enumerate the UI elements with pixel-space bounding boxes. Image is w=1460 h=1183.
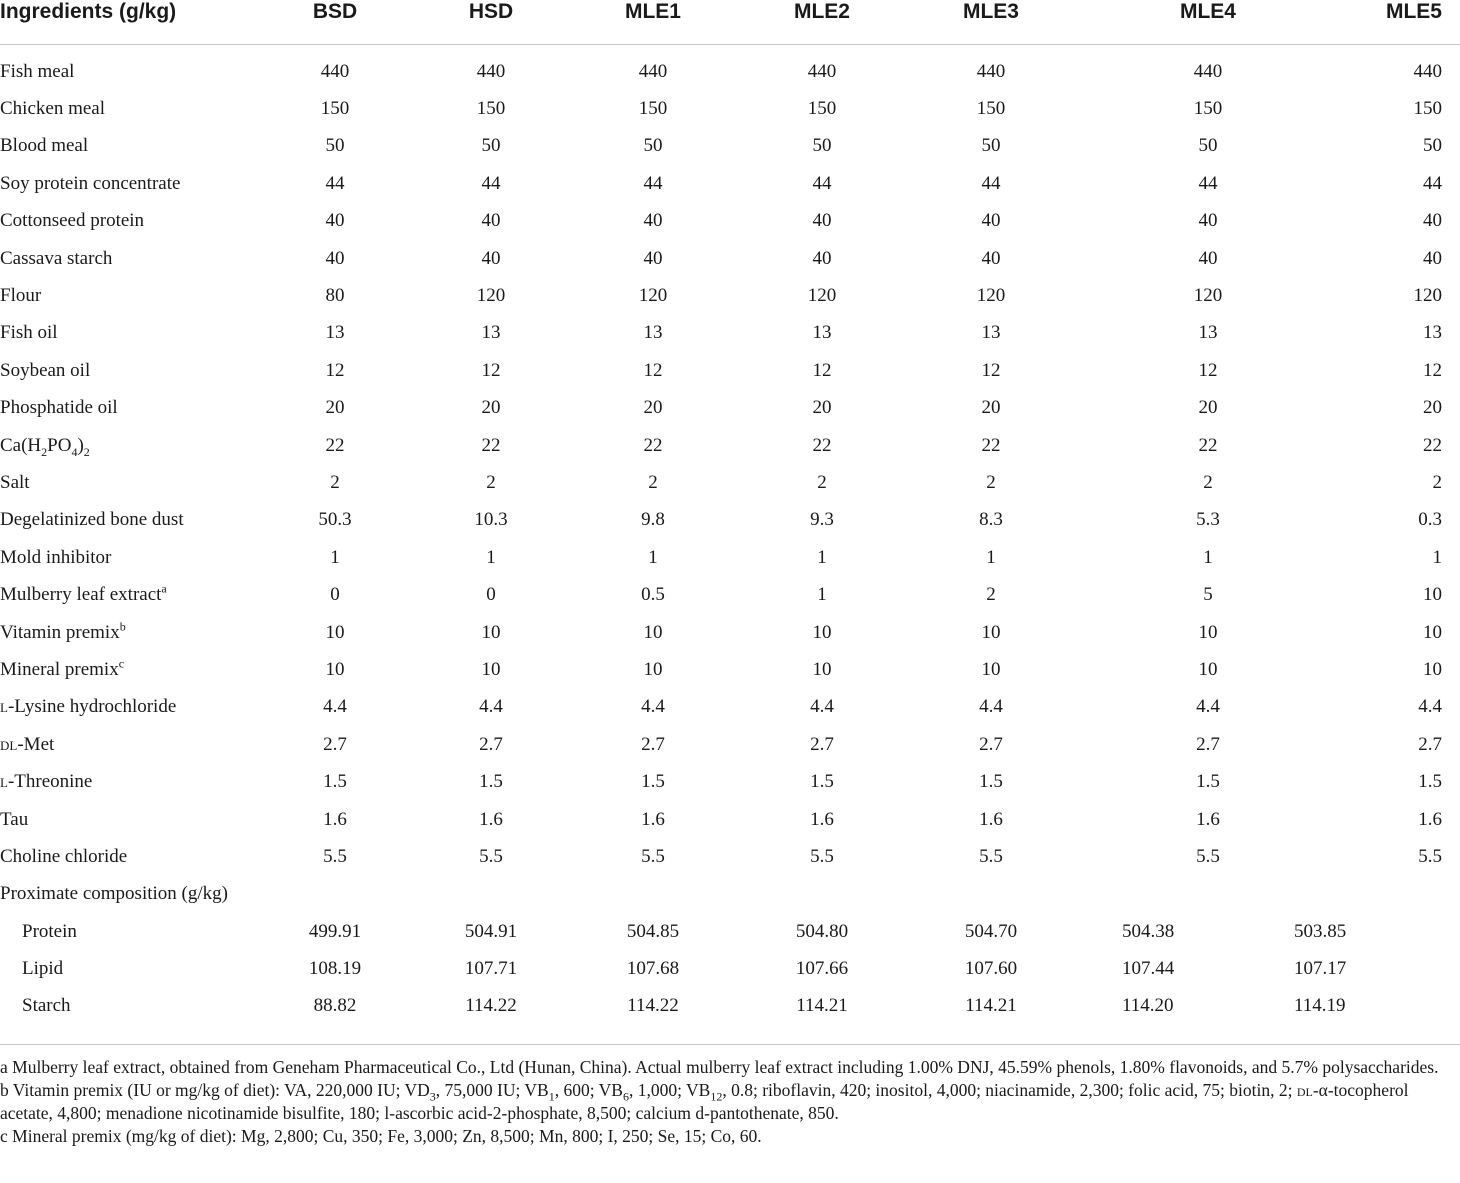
table-cell: 5.5 (1418, 845, 1442, 867)
table-cell: 20 (812, 397, 832, 419)
table-cell: 12 (981, 359, 1001, 381)
ingredient-label (0, 240, 250, 277)
table-cell: 10 (481, 658, 501, 680)
ingredient-label-text: -Threonine (7, 771, 93, 793)
table-cell: 40 (481, 210, 501, 232)
ingredient-label-text: Mold inhibitor (0, 546, 112, 568)
table-cell: 40 (325, 210, 345, 232)
table-cell: 5.5 (323, 845, 347, 867)
footnote-marker: b (119, 619, 126, 634)
table-row (0, 576, 1460, 613)
table-cell: 13 (1423, 322, 1442, 344)
footnote-b-part: dl (1296, 1080, 1313, 1100)
ingredient-label (0, 763, 250, 800)
table-cell: 1 (486, 546, 496, 568)
table-cell: 10 (981, 621, 1001, 643)
column-header-mle2: MLE2 (793, 0, 850, 23)
table-cell: 2 (986, 471, 996, 493)
table-row (0, 165, 1460, 202)
table-cell: 150 (476, 98, 506, 120)
table-cell: 2.7 (1418, 733, 1442, 755)
table-cell: 2 (648, 471, 658, 493)
ingredient-label-text: Mineral premix (0, 658, 119, 680)
ingredient-label-text: Tau (0, 808, 29, 830)
table-cell: 114.22 (627, 995, 679, 1017)
ingredient-label (0, 45, 250, 91)
table-cell: 2 (330, 471, 340, 493)
table-cell: 10 (1423, 658, 1442, 680)
table-cell: 50 (812, 135, 832, 157)
table-cell: 114.21 (965, 995, 1017, 1017)
table-cell: 150 (320, 98, 350, 120)
table-cell: 150 (638, 98, 668, 120)
table-cell: 440 (807, 60, 837, 82)
table-cell: 440 (320, 60, 350, 82)
table-cell: 40 (643, 247, 663, 269)
ingredient-label (0, 838, 250, 875)
ingredient-label (0, 352, 250, 389)
table-cell: 0.5 (641, 584, 665, 606)
table-cell: 114.20 (1122, 995, 1174, 1017)
table-cell: 5.5 (979, 845, 1003, 867)
ingredient-label-part: Ca(H (0, 434, 42, 456)
ingredient-label (0, 427, 250, 464)
footnote-b-part: , 1,000; VB (628, 1080, 711, 1100)
table-cell: 50 (1198, 135, 1218, 157)
table-body (0, 45, 1460, 1026)
table-cell: 22 (481, 434, 501, 456)
table-cell: 2.7 (979, 733, 1003, 755)
table-cell: 1.5 (979, 771, 1003, 793)
footnote-b (0, 1079, 1455, 1125)
ingredient-label (0, 651, 250, 688)
ingredient-label-text: Fish meal (0, 60, 75, 82)
table-cell: 10 (1198, 658, 1218, 680)
table-cell: 2 (1203, 471, 1213, 493)
table-cell: 4.4 (1418, 696, 1442, 718)
table-cell: 0.3 (1418, 509, 1442, 531)
column-header-mle4: MLE4 (1179, 0, 1236, 23)
table-cell: 9.3 (810, 509, 834, 531)
table-cell: 120 (638, 285, 668, 307)
table-bottom-rule (0, 1044, 1460, 1045)
table-cell: 40 (481, 247, 501, 269)
table-cell: 10 (643, 658, 663, 680)
ingredient-label-text: Phosphatide oil (0, 397, 118, 419)
ingredient-label-text: Soy protein concentrate (0, 172, 181, 194)
table-row (0, 689, 1460, 726)
table-cell: 1.6 (641, 808, 665, 830)
ingredient-label (0, 689, 250, 726)
table-row (0, 988, 1460, 1025)
table-cell: 2 (817, 471, 827, 493)
table-cell: 22 (981, 434, 1001, 456)
table-cell: 4.4 (810, 696, 834, 718)
table-cell: 2.7 (479, 733, 503, 755)
table-cell: 114.19 (1294, 995, 1346, 1017)
ingredient-label-text: Chicken meal (0, 98, 105, 120)
table-cell: 1.6 (1418, 808, 1442, 830)
footnote-a: a Mulberry leaf extract, obtained from Geneham Pharmaceutical Co., Ltd (Hunan, China). Actual mulberry leaf extract including 1.00% DNJ, 45.59% phenols, 1.80% flavonoids, and 5.7% polysaccharides. (0, 1057, 1439, 1077)
table-row (0, 352, 1460, 389)
ingredient-label (0, 203, 250, 240)
table-cell: 44 (481, 172, 501, 194)
table-cell: 4.4 (323, 696, 347, 718)
table-cell: 107.71 (464, 958, 518, 980)
ingredient-label-text: Vitamin premix (0, 621, 120, 643)
table-cell: 50 (643, 135, 663, 157)
table-cell: 22 (812, 434, 832, 456)
table-cell: 20 (1198, 397, 1218, 419)
ingredient-label-text: Cottonseed protein (0, 210, 145, 232)
table-cell: 1 (1203, 546, 1213, 568)
table-cell: 1.6 (479, 808, 503, 830)
footnote-b-part: 6 (622, 1089, 629, 1104)
ingredient-label (0, 464, 250, 501)
table-row (0, 427, 1460, 464)
proximate-label: Protein (22, 920, 77, 942)
ingredient-label-prefix: l (0, 771, 8, 793)
table-cell: 44 (981, 172, 1001, 194)
table-cell: 0 (330, 584, 340, 606)
table-cell: 10 (1198, 621, 1218, 643)
table-cell: 114.22 (465, 995, 517, 1017)
table-cell: 20 (981, 397, 1001, 419)
table-cell: 504.85 (626, 920, 680, 942)
table-cell: 5.3 (1196, 509, 1220, 531)
table-cell: 10 (643, 621, 663, 643)
ingredient-label (0, 90, 250, 127)
table-cell: 12 (1198, 359, 1218, 381)
ingredient-label-text: -Lysine hydrochloride (7, 696, 177, 718)
table-cell: 120 (1413, 285, 1442, 307)
table-cell: 4.4 (1196, 696, 1220, 718)
table-row (0, 502, 1460, 539)
table-row (0, 651, 1460, 688)
table-cell: 504.70 (964, 920, 1018, 942)
table-cell: 2 (486, 471, 496, 493)
table-cell: 1.6 (323, 808, 347, 830)
table-row (0, 315, 1460, 352)
table-cell: 5.5 (479, 845, 503, 867)
table-cell: 22 (1423, 434, 1442, 456)
table-cell: 50 (1423, 135, 1442, 157)
table-cell: 44 (1198, 172, 1218, 194)
table-cell: 2 (1432, 471, 1442, 493)
ingredient-label-text: Salt (0, 471, 30, 493)
column-header-bsd: BSD (312, 0, 358, 23)
table-cell: 20 (325, 397, 345, 419)
table-cell: 1.5 (641, 771, 665, 793)
table-row (0, 614, 1460, 651)
table-cell: 120 (807, 285, 837, 307)
table-cell: 107.17 (1294, 958, 1347, 980)
table-cell: 504.38 (1122, 920, 1175, 942)
table-cell: 0 (486, 584, 496, 606)
table-cell: 499.91 (308, 920, 362, 942)
table-cell: 1.6 (979, 808, 1003, 830)
ingredient-label (0, 614, 250, 651)
table-cell: 10 (812, 621, 832, 643)
ingredient-label-text: Mulberry leaf extract (0, 584, 162, 606)
table-row (0, 45, 1460, 91)
table-cell: 40 (1423, 247, 1442, 269)
table-header (0, 0, 1460, 45)
table-cell: 40 (1198, 247, 1218, 269)
table-cell: 2 (986, 584, 996, 606)
table-cell: 5.5 (1196, 845, 1220, 867)
footnote-b-part: , 75,000 IU; VB (435, 1080, 549, 1100)
table-cell: 10 (1423, 621, 1442, 643)
ingredient-label-text: Cassava starch (0, 247, 113, 269)
table-cell: 5.5 (641, 845, 665, 867)
table-cell: 120 (476, 285, 506, 307)
table-row (0, 240, 1460, 277)
table-cell: 2.7 (810, 733, 834, 755)
ingredient-label (0, 539, 250, 576)
table-cell: 40 (325, 247, 345, 269)
table-cell: 2.7 (1196, 733, 1220, 755)
table-cell: 120 (976, 285, 1006, 307)
table-row (0, 763, 1460, 800)
ingredient-label (0, 726, 250, 763)
table-cell: 504.80 (795, 920, 849, 942)
column-header-mle5: MLE5 (1385, 0, 1442, 23)
table-row (0, 726, 1460, 763)
ingredient-label-text: Soybean oil (0, 359, 91, 381)
table-cell: 20 (481, 397, 501, 419)
footnote-b-part: b Vitamin premix (IU or mg/kg of diet): VA, 220,000 IU; VD (0, 1080, 430, 1100)
table-cell: 44 (812, 172, 832, 194)
footnote-c: c Mineral premix (mg/kg of diet): Mg, 2,800; Cu, 350; Fe, 3,000; Zn, 8,500; Mn, 800; I, 250; Se, 15; Co, 60. (0, 1126, 762, 1146)
table-cell: 12 (643, 359, 663, 381)
table-cell: 10 (325, 621, 345, 643)
table-row (0, 913, 1460, 950)
table-cell: 50 (481, 135, 501, 157)
table-cell: 150 (976, 98, 1006, 120)
table-cell: 10 (481, 621, 501, 643)
ingredient-label-text: -Met (17, 733, 55, 755)
ingredient-label-text: Choline chloride (0, 845, 128, 867)
ingredient-label-prefix: l (0, 696, 8, 718)
table-cell: 9.8 (641, 509, 665, 531)
table-cell: 12 (325, 359, 345, 381)
table-cell: 1.5 (323, 771, 347, 793)
table-cell: 10 (812, 658, 832, 680)
ingredient-label-text: Degelatinized bone dust (0, 509, 184, 531)
ingredient-label (0, 801, 250, 838)
ingredient-label-text: Blood meal (0, 135, 89, 157)
table-cell: 13 (1198, 322, 1218, 344)
column-header-hsd: HSD (468, 0, 514, 23)
table-cell: 40 (812, 247, 832, 269)
table-cell: 12 (481, 359, 501, 381)
table-cell: 10 (1423, 584, 1442, 606)
table-cell: 22 (1198, 434, 1218, 456)
table-cell: 10 (981, 658, 1001, 680)
table-cell: 44 (1423, 172, 1442, 194)
column-header-mle1: MLE1 (624, 0, 681, 23)
table-cell: 4.4 (479, 696, 503, 718)
table-cell: 20 (1423, 397, 1442, 419)
proximate-label: Lipid (22, 958, 64, 980)
table-cell: 1.5 (1418, 771, 1442, 793)
table-footnotes (0, 1056, 1455, 1148)
table-cell: 5 (1203, 584, 1213, 606)
table-cell: 13 (812, 322, 832, 344)
table-cell: 440 (1193, 60, 1223, 82)
table-cell: 10 (325, 658, 345, 680)
table-row (0, 390, 1460, 427)
ingredient-label (0, 277, 250, 314)
table-cell: 1.5 (810, 771, 834, 793)
table-row (0, 801, 1460, 838)
ingredient-label-text: Fish oil (0, 322, 58, 344)
ingredient-label (0, 502, 250, 539)
table-cell: 50 (981, 135, 1001, 157)
footnote-marker: a (161, 581, 167, 596)
table-cell: 108.19 (308, 958, 362, 980)
table-cell: 12 (812, 359, 832, 381)
table-cell: 1 (817, 584, 827, 606)
proximate-section-row (0, 876, 1460, 913)
table-cell: 5.5 (810, 845, 834, 867)
table-cell: 4.4 (641, 696, 665, 718)
ingredient-label-part: ) (77, 434, 84, 456)
table-cell: 1.5 (1196, 771, 1220, 793)
ingredient-label (0, 315, 250, 352)
table-row (0, 539, 1460, 576)
table-cell: 1.5 (479, 771, 503, 793)
table-cell: 8.3 (979, 509, 1003, 531)
table-cell: 20 (643, 397, 663, 419)
table-cell: 40 (981, 247, 1001, 269)
table-cell: 1 (986, 546, 996, 568)
table-cell: 22 (643, 434, 663, 456)
table-row (0, 464, 1460, 501)
table-cell: 107.44 (1122, 958, 1175, 980)
table-cell: 1.6 (1196, 808, 1220, 830)
ingredient-label (0, 390, 250, 427)
table-cell: 44 (643, 172, 663, 194)
table-row (0, 90, 1460, 127)
table-row (0, 128, 1460, 165)
table-cell: 88.82 (313, 995, 357, 1017)
table-cell: 440 (476, 60, 506, 82)
table-cell: 2.7 (641, 733, 665, 755)
table-cell: 22 (325, 434, 345, 456)
footnote-b-part: 3 (429, 1089, 436, 1104)
table-cell: 120 (1193, 285, 1223, 307)
ingredient-label-part: PO (47, 434, 72, 456)
table-cell: 1 (1432, 546, 1442, 568)
footnote-b-part: , 600; VB (554, 1080, 623, 1100)
table-cell: 40 (812, 210, 832, 232)
table-cell: 44 (325, 172, 345, 194)
table-cell: 1 (648, 546, 658, 568)
table-cell: 12 (1423, 359, 1442, 381)
table-cell: 50.3 (318, 509, 352, 531)
ingredient-label (0, 128, 250, 165)
ingredient-label-text: Flour (0, 285, 42, 307)
table-cell: 150 (1193, 98, 1223, 120)
table-cell: 40 (1198, 210, 1218, 232)
table-cell: 10.3 (474, 509, 508, 531)
footnote-b-part: , 0.8; riboflavin, 420; inositol, 4,000; niacinamide, 2,300; folic acid, 75; biotin, 2; (722, 1080, 1297, 1100)
table-row (0, 203, 1460, 240)
table-cell: 107.66 (795, 958, 849, 980)
table-row (0, 277, 1460, 314)
table-cell: 440 (976, 60, 1006, 82)
table-cell: 1.6 (810, 808, 834, 830)
table-row (0, 838, 1460, 875)
proximate-label: Starch (22, 995, 71, 1017)
footnote-b-part: 12 (710, 1089, 723, 1104)
table-cell: 40 (643, 210, 663, 232)
table-cell: 1 (817, 546, 827, 568)
table-cell: 440 (1413, 60, 1442, 82)
table-cell: 4.4 (979, 696, 1003, 718)
ingredient-label-part: 2 (83, 444, 90, 459)
ingredient-label-part: 4 (71, 444, 78, 459)
table-row (0, 950, 1460, 987)
table-cell: 13 (643, 322, 663, 344)
table-cell: 80 (325, 285, 345, 307)
table-cell: 440 (638, 60, 668, 82)
proximate-section-header: Proximate composition (g/kg) (0, 883, 228, 905)
table-cell: 13 (981, 322, 1001, 344)
table-cell: 504.91 (464, 920, 518, 942)
table-cell: 40 (1423, 210, 1442, 232)
table-cell: 503.85 (1294, 920, 1347, 942)
table-cell: 13 (325, 322, 345, 344)
table-cell: 50 (325, 135, 345, 157)
column-header-mle3: MLE3 (962, 0, 1019, 23)
footnote-b-part: -α-tocopherol acetate, 4,800; menadione nicotinamide bisulfite, 180; l-ascorbic acid-2-phosphate, 8,500; calcium d-pantothenate, 850. (0, 1080, 1409, 1123)
ingredient-label-part: 2 (41, 444, 48, 459)
ingredient-label (0, 165, 250, 202)
footnote-b-part: 1 (548, 1089, 555, 1104)
table-cell: 40 (981, 210, 1001, 232)
table-cell: 150 (1413, 98, 1442, 120)
footnote-marker: c (118, 656, 125, 671)
ingredient-label (0, 576, 250, 613)
table-cell: 2.7 (323, 733, 347, 755)
column-header-ingredients: Ingredients (g/kg) (0, 0, 177, 23)
table-cell: 150 (807, 98, 837, 120)
table-cell: 13 (481, 322, 501, 344)
table-cell: 107.68 (626, 958, 680, 980)
table-cell: 107.60 (964, 958, 1018, 980)
table-cell: 114.21 (796, 995, 848, 1017)
table-cell: 1 (330, 546, 340, 568)
ingredient-label-prefix: dl (0, 733, 18, 755)
